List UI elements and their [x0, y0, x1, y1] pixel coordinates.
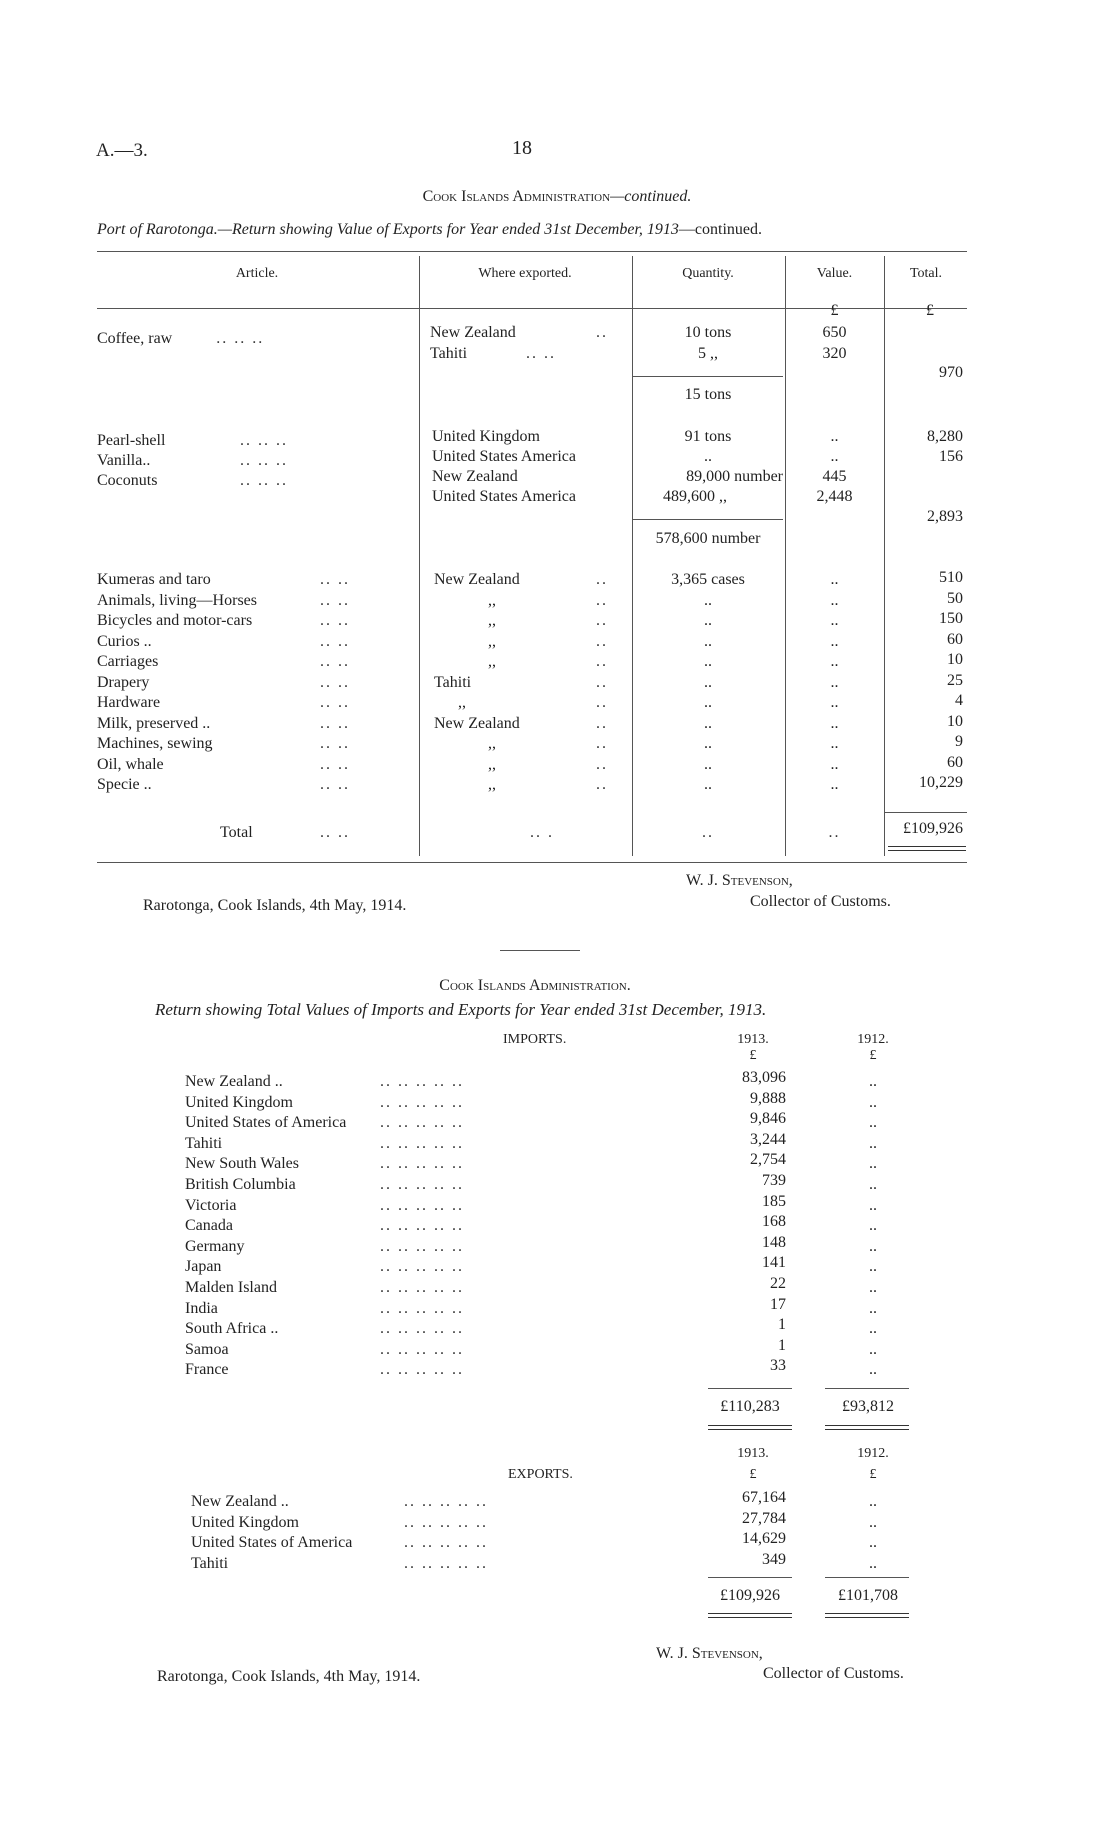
table-row: Specie .. [97, 776, 152, 793]
table-cell: ,, [488, 591, 496, 609]
value-coffee-1: 650 [822, 324, 847, 341]
signatory-title: Collector of Customs. [750, 893, 891, 910]
article-label: Coffee, raw [97, 330, 173, 347]
value-pearl-2: .. [830, 448, 839, 465]
misc-articles [97, 570, 257, 796]
table-cell: 22 [770, 1274, 786, 1292]
table-cell: 349 [762, 1550, 786, 1568]
exports-double-rule-1912 [825, 1613, 909, 1618]
table-cell: 50 [947, 589, 963, 607]
misc-value [786, 570, 883, 796]
value-pearl-1: .. [830, 428, 839, 445]
admin-title-text: Cook Islands Administration [422, 188, 611, 205]
table-cell: .. [704, 673, 712, 691]
list-item: India [185, 1299, 218, 1317]
value-pearl-4: 2,448 [816, 488, 853, 505]
table-cell: .. [869, 1217, 877, 1235]
misc-total [885, 568, 963, 794]
qty-coffee-1: 10 tons [684, 324, 732, 341]
list-item: United States of America [191, 1534, 353, 1552]
imports-rule-1912 [825, 1388, 909, 1389]
table-cell: .. [869, 1554, 877, 1572]
table-row: Carriages [97, 653, 159, 670]
table-cell: 168 [762, 1213, 786, 1231]
signatory-text: W. J. Stevenson, [686, 872, 793, 889]
column-header-value: Value. [816, 266, 853, 281]
table-cell: .. [869, 1093, 877, 1111]
table-cell: .. [869, 1361, 877, 1379]
table-cell: ,, [458, 694, 466, 711]
exports-subtitle-suffix: —continued. [678, 221, 762, 238]
table-cell: .. [869, 1155, 877, 1173]
table-cell: 10 [947, 712, 963, 730]
value-pearl-3: 445 [822, 468, 847, 485]
exports-pound-1912: £ [869, 1467, 877, 1482]
table-cell: 3,365 cases [671, 571, 745, 588]
table-cell: .. [869, 1196, 877, 1214]
table-cell: 10 [947, 651, 963, 668]
totals-admin-title [0, 977, 1070, 995]
table-cell: New Zealand [434, 571, 520, 588]
table-cell: .. [704, 776, 712, 793]
list-item: New South Wales [185, 1155, 299, 1173]
exports-1913-values [700, 1488, 786, 1570]
table-cell: 83,096 [742, 1069, 786, 1086]
table-row: Animals, living—Horses [97, 591, 257, 609]
table-cell: .. [704, 714, 712, 732]
column-header-total: Total. [909, 266, 943, 281]
list-item: United Kingdom [185, 1093, 293, 1111]
table-cell: .. [830, 653, 839, 670]
total-coffee: 970 [939, 364, 963, 381]
imports-total-1912: £93,812 [842, 1398, 894, 1415]
list-item: France [185, 1361, 229, 1379]
imports-rule-1913 [708, 1388, 792, 1389]
table-cell: 25 [947, 671, 963, 689]
table-cell: .. [704, 735, 712, 752]
page-number: 18 [512, 137, 532, 159]
exports-rule-1912 [825, 1577, 909, 1578]
place-date-2: Rarotonga, Cook Islands, 4th May, 1914. [157, 1668, 421, 1685]
column-header-article: Article. [235, 266, 279, 281]
table-cell: .. [830, 735, 839, 752]
table-row: Machines, sewing [97, 735, 213, 752]
table-cell: ,, [488, 653, 496, 670]
exports-year-1913: 1913. [737, 1446, 769, 1461]
table-cell: 4 [955, 692, 963, 709]
totals-subtitle: Return showing Total Values of Imports and Exports for Year ended 31st December, 1913. [155, 1000, 767, 1019]
table-cell: 1 [778, 1316, 786, 1334]
exports-subtitle-text: Port of Rarotonga.—Return showing Value of Exports for Year ended 31st December, 1913 [97, 221, 679, 238]
list-item: New Zealand .. [191, 1493, 289, 1510]
table-cell: .. [830, 612, 839, 629]
table-cell: 9 [955, 733, 963, 750]
imports-double-rule-1913 [708, 1425, 792, 1430]
table-row: Kumeras and taro [97, 571, 211, 588]
where-pearl-3: New Zealand [432, 468, 518, 485]
list-item: Samoa [185, 1340, 229, 1358]
grand-total: £109,926 [903, 820, 963, 837]
table-cell: .. [869, 1134, 877, 1152]
table-bottom-rule [97, 862, 967, 863]
table-cell: .. [704, 653, 712, 670]
table-cell: 60 [947, 753, 963, 771]
page-reference: A.—3. [96, 140, 148, 161]
table-row: Hardware [97, 694, 161, 711]
value-coffee-2: 320 [822, 345, 847, 362]
year-1912-label: 1912. [857, 1032, 889, 1047]
table-cell: .. [869, 1320, 877, 1338]
table-cell: .. [704, 632, 712, 650]
list-item: Tahiti [191, 1554, 229, 1572]
totals-admin-title-text: Cook Islands Administration. [439, 977, 631, 994]
list-item: Germany [185, 1237, 245, 1255]
imports-total-1913: £110,283 [720, 1398, 780, 1415]
list-item: Japan [185, 1258, 222, 1276]
section-divider [500, 950, 580, 951]
table-row: Curios .. [97, 632, 152, 650]
qty-pearl-2: .. [704, 448, 712, 465]
table-cell: .. [869, 1340, 877, 1358]
grand-total-double-rule [888, 846, 966, 851]
table-cell: .. [869, 1278, 877, 1296]
pound-1913: £ [749, 1048, 757, 1063]
table-cell: ,, [488, 735, 496, 752]
table-cell: 33 [770, 1357, 786, 1375]
table-cell: New Zealand [434, 714, 520, 732]
table-cell: ,, [488, 632, 496, 650]
table-cell: .. [869, 1534, 877, 1552]
place-date: Rarotonga, Cook Islands, 4th May, 1914. [143, 897, 407, 914]
list-item: United Kingdom [191, 1513, 299, 1531]
qty-coffee-2: 5 ,, [698, 345, 718, 362]
table-cell: 148 [762, 1233, 786, 1251]
where-pearl-1: United Kingdom [432, 428, 540, 445]
admin-title-suffix: —continued. [610, 188, 692, 205]
imports-double-rule-1912 [825, 1425, 909, 1430]
article-pearl-shell: Pearl-shell [97, 432, 166, 449]
table-cell: 9,888 [750, 1089, 786, 1107]
table-row: Milk, preserved .. [97, 714, 211, 732]
table-cell: .. [869, 1073, 877, 1090]
list-item: Canada [185, 1217, 233, 1235]
list-item: Victoria [185, 1196, 237, 1214]
table-cell: .. [869, 1237, 877, 1255]
list-item: Malden Island [185, 1278, 277, 1296]
imports-countries [185, 1072, 346, 1381]
article-vanilla: Vanilla.. [97, 452, 151, 469]
value-pound-sign: £ [830, 302, 839, 319]
article-coffee: Coffee, raw .. .. .. [97, 330, 265, 347]
table-cell: .. [869, 1114, 877, 1132]
table-cell: ,, [488, 776, 496, 793]
list-item: British Columbia [185, 1175, 296, 1193]
table-cell: .. [704, 612, 712, 629]
table-cell: ,, [488, 612, 496, 629]
list-item: Tahiti [185, 1134, 223, 1152]
admin-title [0, 188, 1114, 206]
table-row: Oil, whale [97, 755, 164, 773]
where-coffee-2: Tahiti [430, 345, 468, 362]
table-cell: .. [830, 591, 839, 609]
exports-rule-1913 [708, 1577, 792, 1578]
imports-1912-values [838, 1072, 908, 1381]
table-cell: Tahiti [434, 673, 472, 691]
total-pearl-shell: 8,280 [927, 428, 963, 445]
signatory-title-2: Collector of Customs. [763, 1665, 904, 1682]
table-row: Drapery [97, 673, 150, 691]
exports-1912-values [838, 1492, 908, 1574]
table-cell: 2,754 [750, 1151, 786, 1169]
total-coconuts: 2,893 [927, 508, 963, 525]
table-cell: 14,629 [742, 1530, 786, 1548]
exports-pound-1913: £ [749, 1467, 757, 1482]
table-cell: .. [830, 571, 839, 588]
exports-countries [191, 1492, 352, 1574]
year-1913-label: 1913. [737, 1032, 769, 1047]
table-cell: .. [830, 694, 839, 711]
total-label: Total [220, 824, 253, 841]
table-cell: 1 [778, 1336, 786, 1354]
total-rule [885, 812, 967, 813]
table-cell: .. [830, 714, 839, 732]
qty-coffee-subtotal: 15 tons [684, 386, 732, 403]
table-cell: 60 [947, 630, 963, 648]
table-cell: .. [830, 632, 839, 650]
pound-1912: £ [869, 1048, 877, 1063]
table-cell: 27,784 [742, 1509, 786, 1527]
table-cell: .. [704, 694, 712, 711]
qty-pearl-4: 489,600 ,, [663, 488, 727, 505]
signatory-name [686, 872, 793, 890]
where-pearl-2: United States America [432, 448, 576, 465]
total-pound-sign: £ [926, 302, 934, 319]
table-cell: 510 [939, 569, 963, 586]
table-cell: .. [830, 776, 839, 793]
exports-total-1912: £101,708 [838, 1587, 898, 1604]
imports-1913-values [700, 1068, 786, 1377]
list-item: United States of America [185, 1114, 347, 1132]
signatory-name-2 [656, 1645, 763, 1663]
table-cell: 739 [762, 1171, 786, 1189]
misc-qty [633, 570, 783, 796]
qty-pearl-3: 89,000 number [686, 468, 783, 485]
table-cell: 17 [770, 1295, 786, 1313]
exports-double-rule-1913 [708, 1613, 792, 1618]
table-cell: 141 [762, 1254, 786, 1272]
signatory-text-2: W. J. Stevenson, [656, 1645, 763, 1662]
table-cell: .. [830, 673, 839, 691]
exports-label: EXPORTS. [508, 1467, 573, 1482]
list-item: New Zealand .. [185, 1073, 283, 1090]
table-cell: 67,164 [742, 1489, 786, 1506]
subtotal-rule [633, 376, 783, 377]
table-cell: 9,846 [750, 1110, 786, 1128]
misc-where [434, 570, 520, 796]
column-header-quantity: Quantity. [682, 266, 734, 281]
imports-label: IMPORTS. [503, 1032, 567, 1047]
qty-pearl-1: 91 tons [684, 428, 732, 445]
exports-year-1912: 1912. [857, 1446, 889, 1461]
table-cell: ,, [488, 755, 496, 773]
column-divider [419, 256, 420, 856]
where-coffee-1: New Zealand [430, 324, 516, 341]
table-cell: 10,229 [919, 774, 963, 791]
article-coconuts: Coconuts [97, 472, 158, 489]
table-top-rule [97, 251, 967, 252]
qty-coconut-subtotal: 578,600 number [655, 530, 761, 547]
table-cell: 185 [762, 1192, 786, 1210]
table-cell: .. [869, 1493, 877, 1510]
table-cell: .. [869, 1513, 877, 1531]
table-cell: .. [704, 591, 712, 609]
column-header-where: Where exported. [478, 266, 572, 281]
table-cell: 3,244 [750, 1130, 786, 1148]
table-cell: .. [869, 1299, 877, 1317]
table-row: Bicycles and motor-cars [97, 612, 253, 629]
table-cell: .. [869, 1175, 877, 1193]
where-pearl-4: United States America [432, 488, 576, 505]
exports-total-1913: £109,926 [720, 1587, 780, 1604]
table-cell: .. [704, 755, 712, 773]
table-cell: 150 [939, 610, 963, 627]
table-cell: .. [869, 1258, 877, 1276]
list-item: South Africa .. [185, 1320, 279, 1338]
subtotal-rule [633, 519, 783, 520]
total-vanilla: 156 [939, 448, 963, 465]
exports-subtitle [97, 221, 762, 239]
table-cell: .. [830, 755, 839, 773]
